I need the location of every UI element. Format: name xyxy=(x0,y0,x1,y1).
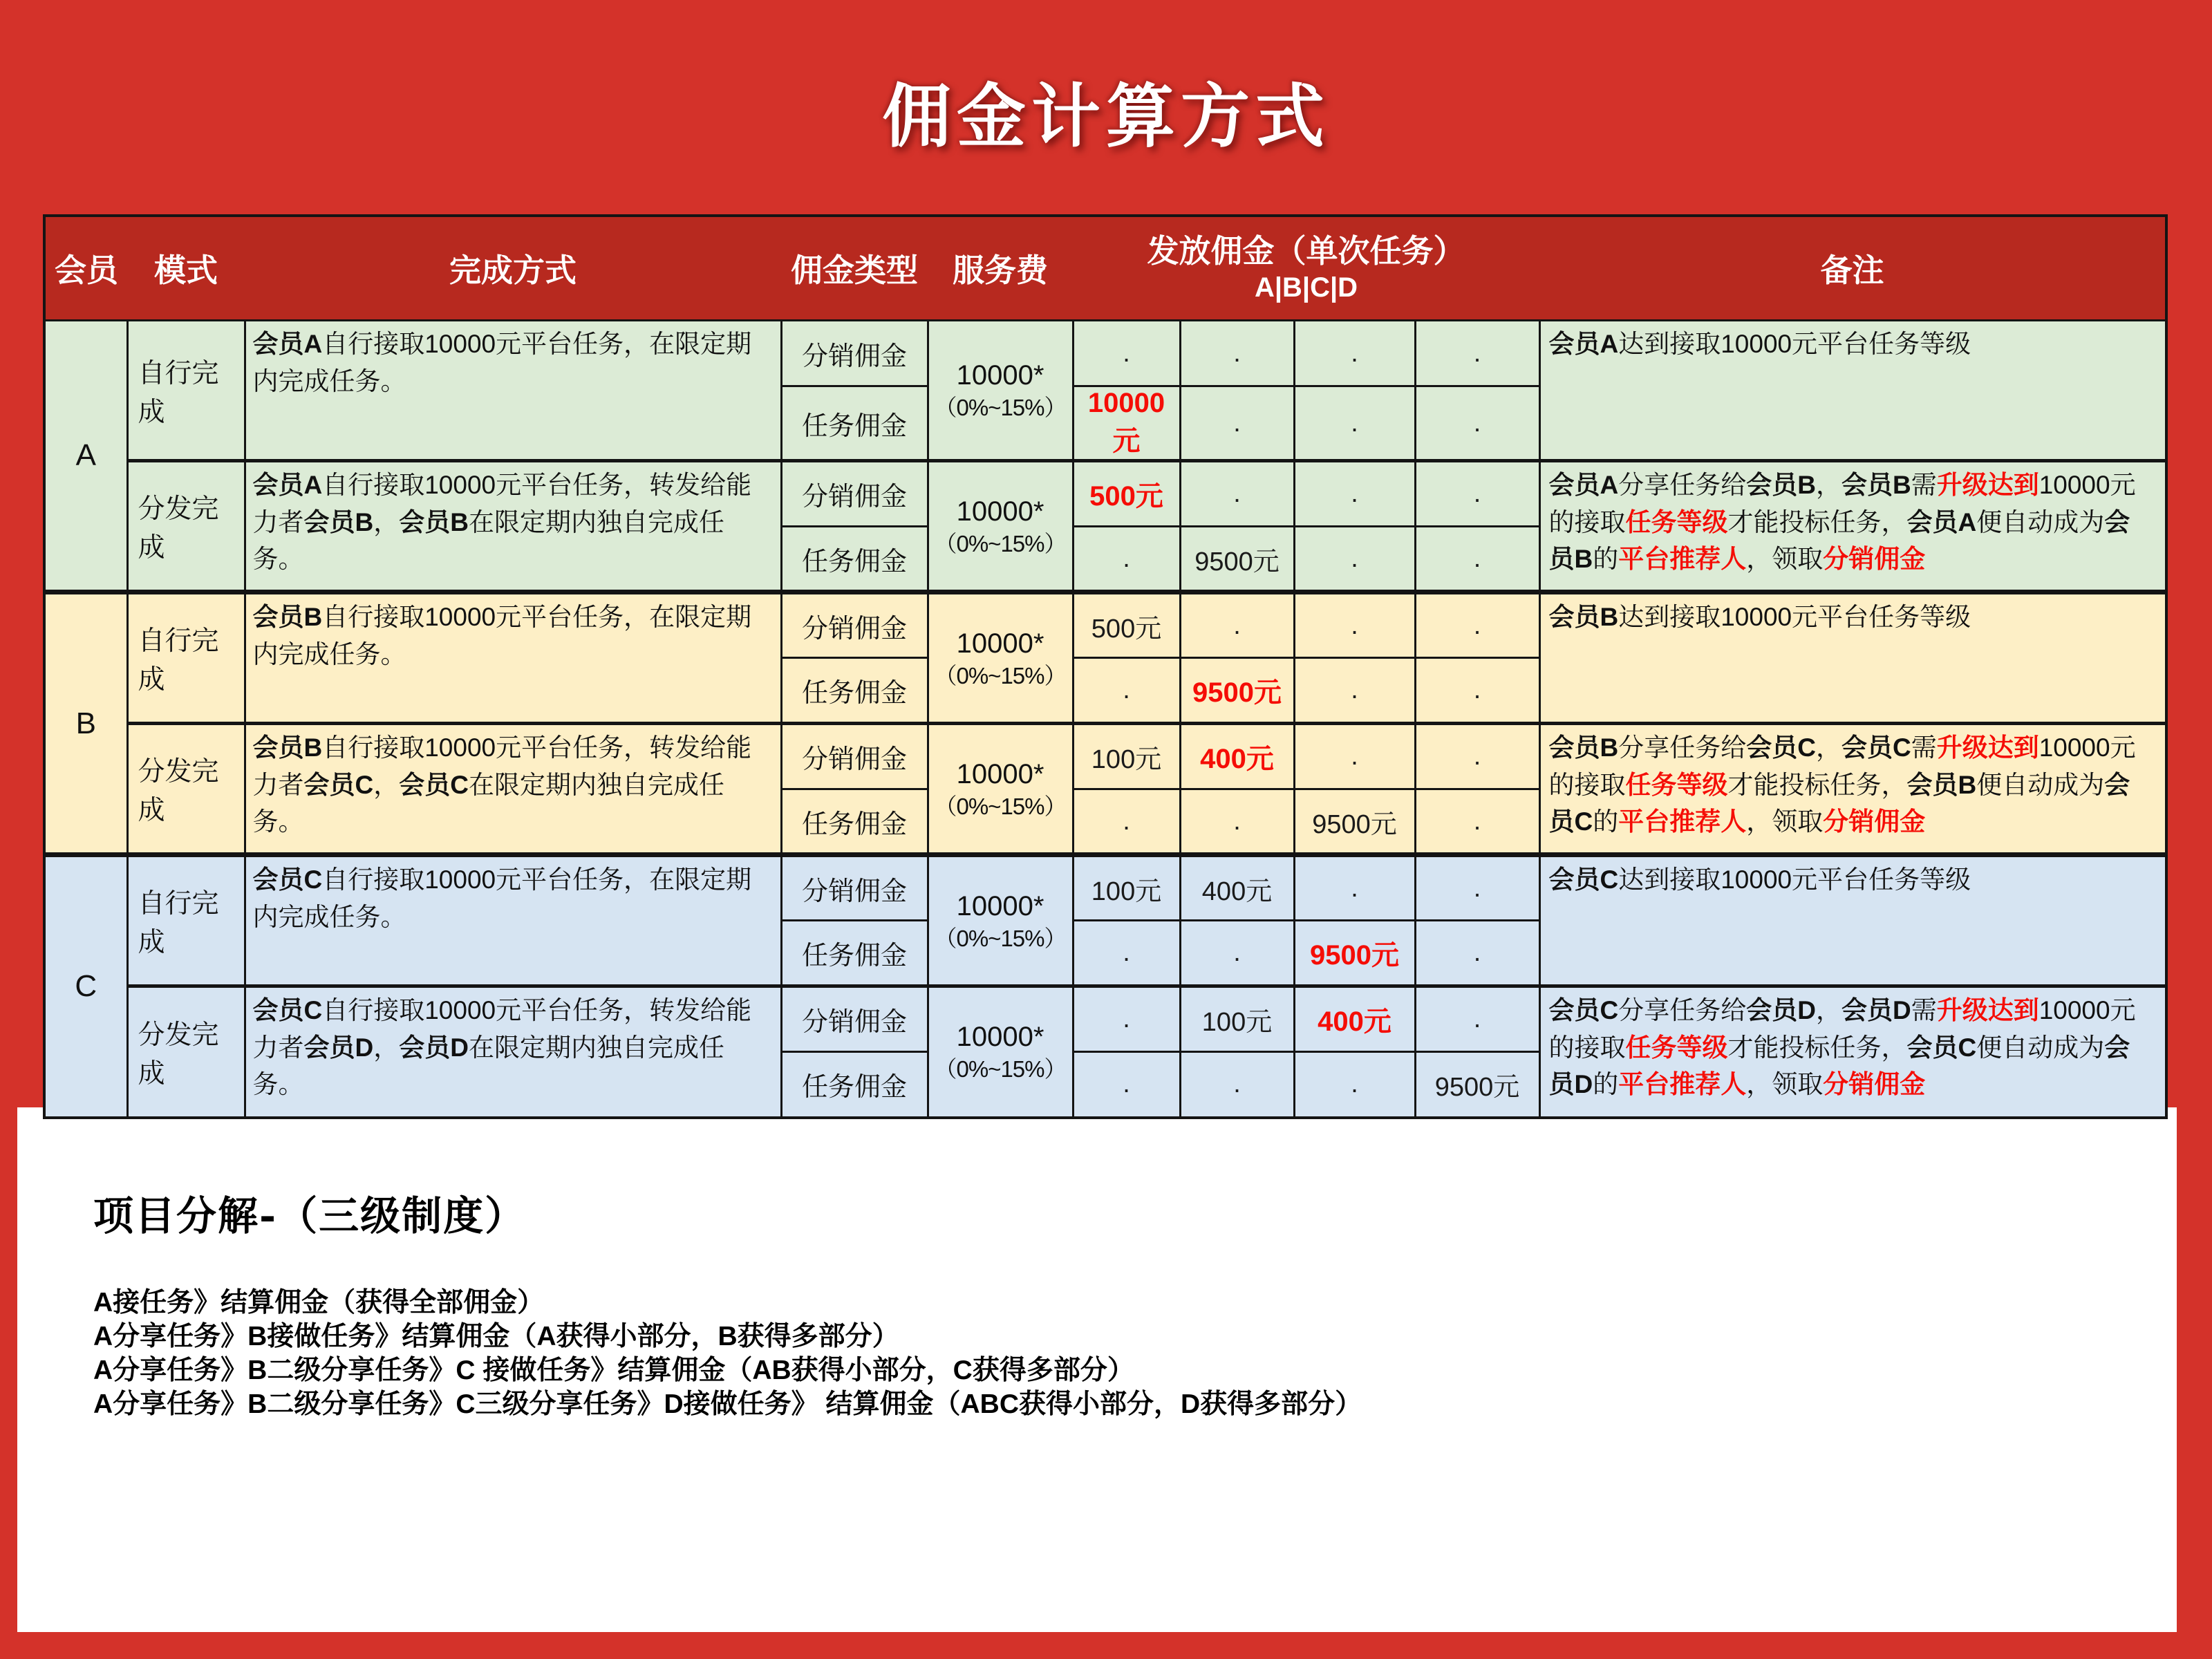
header-mode: 模式 xyxy=(127,216,245,321)
completion-desc: 会员B自行接取10000元平台任务，转发给能力者会员C，会员C在限定期内独自完成任务。 xyxy=(245,724,781,855)
payout-d: . xyxy=(1415,321,1539,386)
header-payout xyxy=(1073,216,1539,321)
remark-cell: 会员A达到接取10000元平台任务等级 xyxy=(1539,321,2166,461)
mode-cell: 自行完成 xyxy=(127,592,245,724)
table-row xyxy=(44,321,2166,386)
mode-cell: 分发完成 xyxy=(127,461,245,592)
payout-c: 9500元 xyxy=(1294,921,1415,986)
header-member: 会员 xyxy=(44,216,127,321)
payout-d: 9500元 xyxy=(1415,1052,1539,1118)
header-payout-line2: A|B|C|D xyxy=(1254,272,1358,303)
payout-a: 500元 xyxy=(1073,592,1180,658)
payout-b: 400元 xyxy=(1180,855,1294,921)
table-row xyxy=(44,855,2166,921)
payout-a: . xyxy=(1073,986,1180,1052)
commission-type-cell: 任务佣金 xyxy=(781,789,928,855)
breakdown-line: A分享任务》B二级分享任务》C 接做任务》结算佣金（AB获得小部分，C获得多部分） xyxy=(93,1356,1134,1385)
payout-a: . xyxy=(1073,527,1180,592)
commission-type-cell: 分销佣金 xyxy=(781,321,928,386)
payout-b: . xyxy=(1180,921,1294,986)
header-payout-line1: 发放佣金（单次任务） xyxy=(1147,233,1465,270)
project-breakdown-heading: 项目分解-（三级制度） xyxy=(93,1192,527,1239)
header-remark: 备注 xyxy=(1539,216,2166,321)
breakdown-line: A分享任务》B接做任务》结算佣金（A获得小部分，B获得多部分） xyxy=(93,1322,899,1351)
payout-c: . xyxy=(1294,527,1415,592)
payout-c: . xyxy=(1294,592,1415,658)
payout-b: . xyxy=(1180,386,1294,461)
service-fee-rate: （0%~15%） xyxy=(934,1056,1067,1082)
payout-a: 100元 xyxy=(1073,724,1180,789)
payout-b: 100元 xyxy=(1180,986,1294,1052)
remark-cell: 会员B分享任务给会员C，会员C需升级达到10000元的接取任务等级才能投标任务，会员B便自动成为会员C的平台推荐人，领取分销佣金 xyxy=(1539,724,2166,855)
mode-cell: 分发完成 xyxy=(127,986,245,1118)
payout-a: 10000元 xyxy=(1073,386,1180,461)
mode-cell: 分发完成 xyxy=(127,724,245,855)
payout-b: 9500元 xyxy=(1180,527,1294,592)
payout-c: . xyxy=(1294,461,1415,527)
payout-c: . xyxy=(1294,724,1415,789)
header-commission-type: 佣金类型 xyxy=(781,216,928,321)
payout-c: . xyxy=(1294,1052,1415,1118)
payout-c: . xyxy=(1294,855,1415,921)
commission-type-cell: 分销佣金 xyxy=(781,592,928,658)
service-fee-amount: 10000* xyxy=(956,496,1044,527)
payout-b: . xyxy=(1180,592,1294,658)
payout-d: . xyxy=(1415,855,1539,921)
payout-a: 500元 xyxy=(1073,461,1180,527)
service-fee-cell xyxy=(928,461,1073,592)
remark-cell: 会员C分享任务给会员D，会员D需升级达到10000元的接取任务等级才能投标任务，会员C便自动成为会员D的平台推荐人，领取分销佣金 xyxy=(1539,986,2166,1118)
breakdown-line: A接任务》结算佣金（获得全部佣金） xyxy=(93,1288,545,1318)
commission-type-cell: 任务佣金 xyxy=(781,527,928,592)
service-fee-cell xyxy=(928,724,1073,855)
payout-d: . xyxy=(1415,986,1539,1052)
payout-c: . xyxy=(1294,658,1415,724)
commission-type-cell: 任务佣金 xyxy=(781,921,928,986)
table-row xyxy=(44,986,2166,1052)
commission-type-cell: 分销佣金 xyxy=(781,461,928,527)
commission-type-cell: 分销佣金 xyxy=(781,855,928,921)
payout-a: 100元 xyxy=(1073,855,1180,921)
payout-b: . xyxy=(1180,321,1294,386)
page-title: 佣金计算方式 xyxy=(882,75,1330,157)
payout-d: . xyxy=(1415,724,1539,789)
service-fee-rate: （0%~15%） xyxy=(934,925,1067,951)
payout-d: . xyxy=(1415,789,1539,855)
service-fee-rate: （0%~15%） xyxy=(934,530,1067,556)
service-fee-amount: 10000* xyxy=(956,360,1044,391)
completion-desc: 会员A自行接取10000元平台任务，在限定期内完成任务。 xyxy=(245,321,781,461)
payout-c: 9500元 xyxy=(1294,789,1415,855)
service-fee-cell xyxy=(928,321,1073,461)
commission-table xyxy=(43,214,2168,1119)
service-fee-cell xyxy=(928,592,1073,724)
payout-d: . xyxy=(1415,386,1539,461)
commission-type-cell: 分销佣金 xyxy=(781,986,928,1052)
project-breakdown-lines xyxy=(93,1286,1362,1421)
payout-b: . xyxy=(1180,789,1294,855)
remark-cell: 会员B达到接取10000元平台任务等级 xyxy=(1539,592,2166,724)
service-fee-amount: 10000* xyxy=(956,1022,1044,1053)
table-row xyxy=(44,592,2166,658)
service-fee-rate: （0%~15%） xyxy=(934,793,1067,819)
remark-cell: 会员C达到接取10000元平台任务等级 xyxy=(1539,855,2166,986)
payout-d: . xyxy=(1415,592,1539,658)
payout-c: . xyxy=(1294,386,1415,461)
header-row xyxy=(44,216,2166,321)
commission-type-cell: 任务佣金 xyxy=(781,658,928,724)
payout-b: 400元 xyxy=(1180,724,1294,789)
payout-b: . xyxy=(1180,1052,1294,1118)
commission-type-cell: 分销佣金 xyxy=(781,724,928,789)
completion-desc: 会员C自行接取10000元平台任务，在限定期内完成任务。 xyxy=(245,855,781,986)
service-fee-cell xyxy=(928,855,1073,986)
mode-cell: 自行完成 xyxy=(127,321,245,461)
payout-a: . xyxy=(1073,921,1180,986)
remark-cell: 会员A分享任务给会员B，会员B需升级达到10000元的接取任务等级才能投标任务，会员A便自动成为会员B的平台推荐人，领取分销佣金 xyxy=(1539,461,2166,592)
completion-desc: 会员A自行接取10000元平台任务，转发给能力者会员B，会员B在限定期内独自完成任务。 xyxy=(245,461,781,592)
payout-a: . xyxy=(1073,658,1180,724)
table-header xyxy=(44,216,2166,321)
service-fee-amount: 10000* xyxy=(956,758,1044,789)
payout-a: . xyxy=(1073,321,1180,386)
member-cell-b: B xyxy=(44,592,127,855)
header-completion: 完成方式 xyxy=(245,216,781,321)
service-fee-amount: 10000* xyxy=(956,890,1044,921)
payout-c: . xyxy=(1294,321,1415,386)
payout-d: . xyxy=(1415,658,1539,724)
completion-desc: 会员B自行接取10000元平台任务，在限定期内完成任务。 xyxy=(245,592,781,724)
header-service-fee: 服务费 xyxy=(928,216,1073,321)
completion-desc: 会员C自行接取10000元平台任务，转发给能力者会员D，会员D在限定期内独自完成任务。 xyxy=(245,986,781,1118)
commission-type-cell: 任务佣金 xyxy=(781,1052,928,1118)
commission-type-cell: 任务佣金 xyxy=(781,386,928,461)
service-fee-cell xyxy=(928,986,1073,1118)
member-cell-a: A xyxy=(44,321,127,592)
payout-a: . xyxy=(1073,789,1180,855)
breakdown-line: A分享任务》B二级分享任务》C三级分享任务》D接做任务》 结算佣金（ABC获得小部分，D获得多部分） xyxy=(93,1389,1362,1419)
payout-b: . xyxy=(1180,461,1294,527)
payout-d: . xyxy=(1415,921,1539,986)
table-row xyxy=(44,461,2166,527)
table-row xyxy=(44,724,2166,789)
service-fee-amount: 10000* xyxy=(956,628,1044,659)
service-fee-rate: （0%~15%） xyxy=(934,662,1067,688)
payout-a: . xyxy=(1073,1052,1180,1118)
payout-b: 9500元 xyxy=(1180,658,1294,724)
service-fee-rate: （0%~15%） xyxy=(934,395,1067,421)
member-cell-c: C xyxy=(44,855,127,1118)
payout-d: . xyxy=(1415,461,1539,527)
payout-d: . xyxy=(1415,527,1539,592)
payout-c: 400元 xyxy=(1294,986,1415,1052)
mode-cell: 自行完成 xyxy=(127,855,245,986)
